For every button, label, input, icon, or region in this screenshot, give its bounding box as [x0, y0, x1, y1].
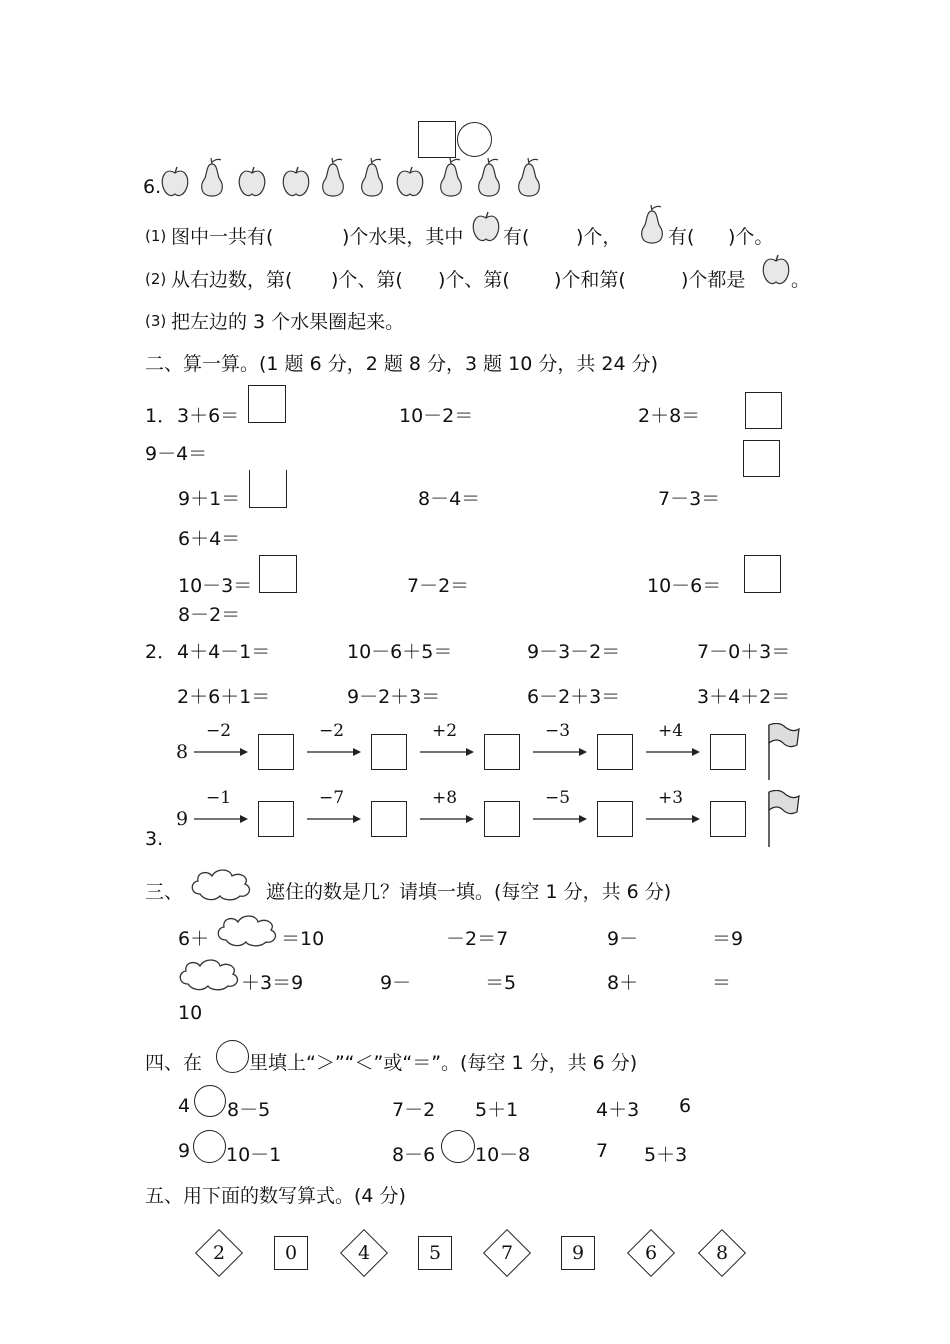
- sub-question-2-label: (2): [145, 270, 167, 288]
- apple-icon: [395, 164, 425, 198]
- question-1-label: 1．: [145, 405, 177, 427]
- compare-circle[interactable]: [194, 1085, 226, 1117]
- question-number: 6.: [143, 176, 162, 198]
- card-number: 0: [284, 1242, 298, 1264]
- card-number: 6: [644, 1242, 658, 1264]
- equation: 3＋6＝: [177, 405, 240, 427]
- chain-operation-label: −2: [319, 721, 345, 741]
- sub-question-1-label: (1): [145, 227, 167, 245]
- chain-operation-label: −2: [206, 721, 232, 741]
- compare-right: 5＋1: [475, 1099, 519, 1121]
- compare-right: 6: [679, 1095, 692, 1117]
- cloud-icon[interactable]: [213, 912, 281, 948]
- compare-left: 7－2: [392, 1099, 436, 1121]
- apple-icon: [237, 164, 267, 198]
- equation-part: ＋3＝9: [241, 972, 304, 994]
- equation: 10－6＝: [647, 575, 722, 597]
- pear-icon: [357, 156, 387, 198]
- compare-right: 10－1: [226, 1144, 282, 1166]
- answer-box[interactable]: [743, 440, 780, 477]
- chain-answer-box[interactable]: [597, 801, 633, 837]
- chain-answer-box[interactable]: [597, 734, 633, 770]
- sub-question-3-label: (3): [145, 312, 167, 330]
- apple-icon: [761, 252, 791, 286]
- compare-right: 5＋3: [644, 1144, 688, 1166]
- equation: 6－2＋3＝: [527, 686, 621, 708]
- question-2-label: 2．: [145, 641, 177, 663]
- chain-operation-label: +4: [658, 721, 684, 741]
- pear-icon: [637, 203, 667, 245]
- pear-icon: [514, 156, 544, 198]
- chain-answer-box[interactable]: [258, 734, 294, 770]
- equation-part: 9－: [380, 972, 412, 994]
- answer-box[interactable]: [248, 385, 286, 423]
- arrow-icon: [420, 747, 476, 757]
- answer-box[interactable]: [745, 392, 782, 429]
- flag-icon: [767, 723, 801, 781]
- apple-icon: [471, 209, 501, 243]
- sub-question-2-text-a: 从右边数，第(: [171, 269, 293, 291]
- equation-part: 10: [178, 1002, 203, 1024]
- card-number: 9: [571, 1242, 585, 1264]
- chain-answer-box[interactable]: [710, 801, 746, 837]
- equation: 10－3＝: [178, 575, 253, 597]
- arrow-icon: [194, 814, 250, 824]
- arrow-icon: [533, 814, 589, 824]
- sub-question-2-text-e: )个都是: [681, 269, 746, 291]
- equation-part: ＝5: [485, 972, 517, 994]
- sub-question-2-text-b: )个、第(: [331, 269, 403, 291]
- flag-icon: [767, 790, 801, 848]
- chain-answer-box[interactable]: [371, 734, 407, 770]
- equation: 9－3－2＝: [527, 641, 621, 663]
- section-3-heading: 遮住的数是几？请填一填。(每空 1 分，共 6 分): [266, 881, 672, 903]
- answer-circle-sample: [216, 1040, 249, 1073]
- equation: 9－4＝: [145, 443, 208, 465]
- equation: 10－2＝: [399, 405, 474, 427]
- cloud-icon[interactable]: [176, 956, 242, 992]
- compare-right: 8－5: [227, 1099, 271, 1121]
- arrow-icon: [533, 747, 589, 757]
- equation-part: ＝: [712, 972, 732, 994]
- card-number: 7: [500, 1242, 514, 1264]
- arrow-icon: [420, 814, 476, 824]
- chain-answer-box[interactable]: [371, 801, 407, 837]
- sub-question-1-text-f: )个。: [728, 226, 774, 248]
- equation-part: 6＋: [178, 928, 210, 950]
- cloud-icon: [188, 866, 254, 902]
- compare-left: 7: [596, 1140, 609, 1162]
- compare-circle[interactable]: [193, 1130, 226, 1163]
- chain-operation-label: +8: [432, 788, 458, 808]
- equation-part: 8＋: [607, 972, 639, 994]
- sub-question-1-text-b: )个水果，其中: [342, 226, 464, 248]
- section-4-heading-prefix: 四、在: [145, 1052, 203, 1074]
- chain-start-number: 8: [176, 741, 189, 763]
- arrow-icon: [307, 747, 363, 757]
- answer-box[interactable]: [259, 555, 297, 593]
- equation: 10－6＋5＝: [347, 641, 453, 663]
- pear-icon: [197, 156, 227, 198]
- chain-operation-label: +3: [658, 788, 684, 808]
- compare-left: 4＋3: [596, 1099, 640, 1121]
- chain-operation-label: −3: [545, 721, 571, 741]
- chain-answer-box[interactable]: [484, 801, 520, 837]
- apple-icon: [160, 164, 190, 198]
- chain-operation-label: −1: [206, 788, 232, 808]
- sub-question-1-text-a: 图中一共有(: [171, 226, 274, 248]
- answer-square-top[interactable]: [418, 121, 456, 158]
- chain-answer-box[interactable]: [484, 734, 520, 770]
- arrow-icon: [646, 747, 702, 757]
- equation: 3＋4＋2＝: [697, 686, 791, 708]
- sub-question-1-text-d: )个，: [576, 226, 622, 248]
- pear-icon: [318, 156, 348, 198]
- section-4-heading: 里填上“＞”“＜”或“＝”。(每空 1 分，共 6 分): [249, 1052, 638, 1074]
- pear-icon: [436, 156, 466, 198]
- equation: 7－3＝: [658, 488, 721, 510]
- sub-question-3-text: 把左边的 3 个水果圈起来。: [171, 311, 405, 333]
- sub-question-2-text-d: )个和第(: [554, 269, 626, 291]
- chain-start-number: 9: [176, 808, 189, 830]
- arrow-icon: [307, 814, 363, 824]
- card-number: 2: [212, 1242, 226, 1264]
- chain-operation-label: +2: [432, 721, 458, 741]
- answer-box[interactable]: [744, 555, 781, 593]
- chain-answer-box[interactable]: [710, 734, 746, 770]
- equation: 7－2＝: [407, 575, 470, 597]
- sub-question-1-text-e: 有(: [668, 226, 695, 248]
- answer-box[interactable]: [249, 470, 287, 508]
- equation-part: －2＝7: [446, 928, 509, 950]
- card-number: 4: [357, 1242, 371, 1264]
- section-2-heading: 二、算一算。(1 题 6 分，2 题 8 分，3 题 10 分，共 24 分): [145, 353, 659, 375]
- compare-left: 4: [178, 1095, 191, 1117]
- arrow-icon: [646, 814, 702, 824]
- equation: 2＋6＋1＝: [177, 686, 271, 708]
- sub-question-2-text-c: )个、第(: [438, 269, 510, 291]
- sub-question-1-text-c: 有(: [503, 226, 530, 248]
- chain-operation-label: −5: [545, 788, 571, 808]
- compare-circle[interactable]: [441, 1130, 475, 1163]
- answer-circle-top[interactable]: [457, 122, 492, 157]
- equation: 9－2＋3＝: [347, 686, 441, 708]
- equation-part: ＝10: [281, 928, 325, 950]
- apple-icon: [281, 164, 311, 198]
- section-5-heading: 五、用下面的数写算式。(4 分): [145, 1185, 406, 1207]
- sub-question-2-text-f: 。: [791, 269, 811, 291]
- equation-part: ＝9: [712, 928, 744, 950]
- section-3-heading-prefix: 三、: [145, 881, 184, 903]
- card-number: 5: [428, 1242, 442, 1264]
- compare-left: 8－6: [392, 1144, 436, 1166]
- equation: 6＋4＝: [178, 528, 241, 550]
- equation: 4＋4－1＝: [177, 641, 271, 663]
- equation-part: 9－: [607, 928, 639, 950]
- chain-operation-label: −7: [319, 788, 345, 808]
- compare-right: 10－8: [475, 1144, 531, 1166]
- equation: 2＋8＝: [638, 405, 701, 427]
- card-number: 8: [715, 1242, 729, 1264]
- equation: 7－0＋3＝: [697, 641, 791, 663]
- equation: 8－4＝: [418, 488, 481, 510]
- chain-answer-box[interactable]: [258, 801, 294, 837]
- equation: 9＋1＝: [178, 488, 241, 510]
- compare-left: 9: [178, 1140, 191, 1162]
- question-3-label: 3.: [145, 828, 164, 850]
- pear-icon: [474, 156, 504, 198]
- equation: 8－2＝: [178, 604, 241, 626]
- arrow-icon: [194, 747, 250, 757]
